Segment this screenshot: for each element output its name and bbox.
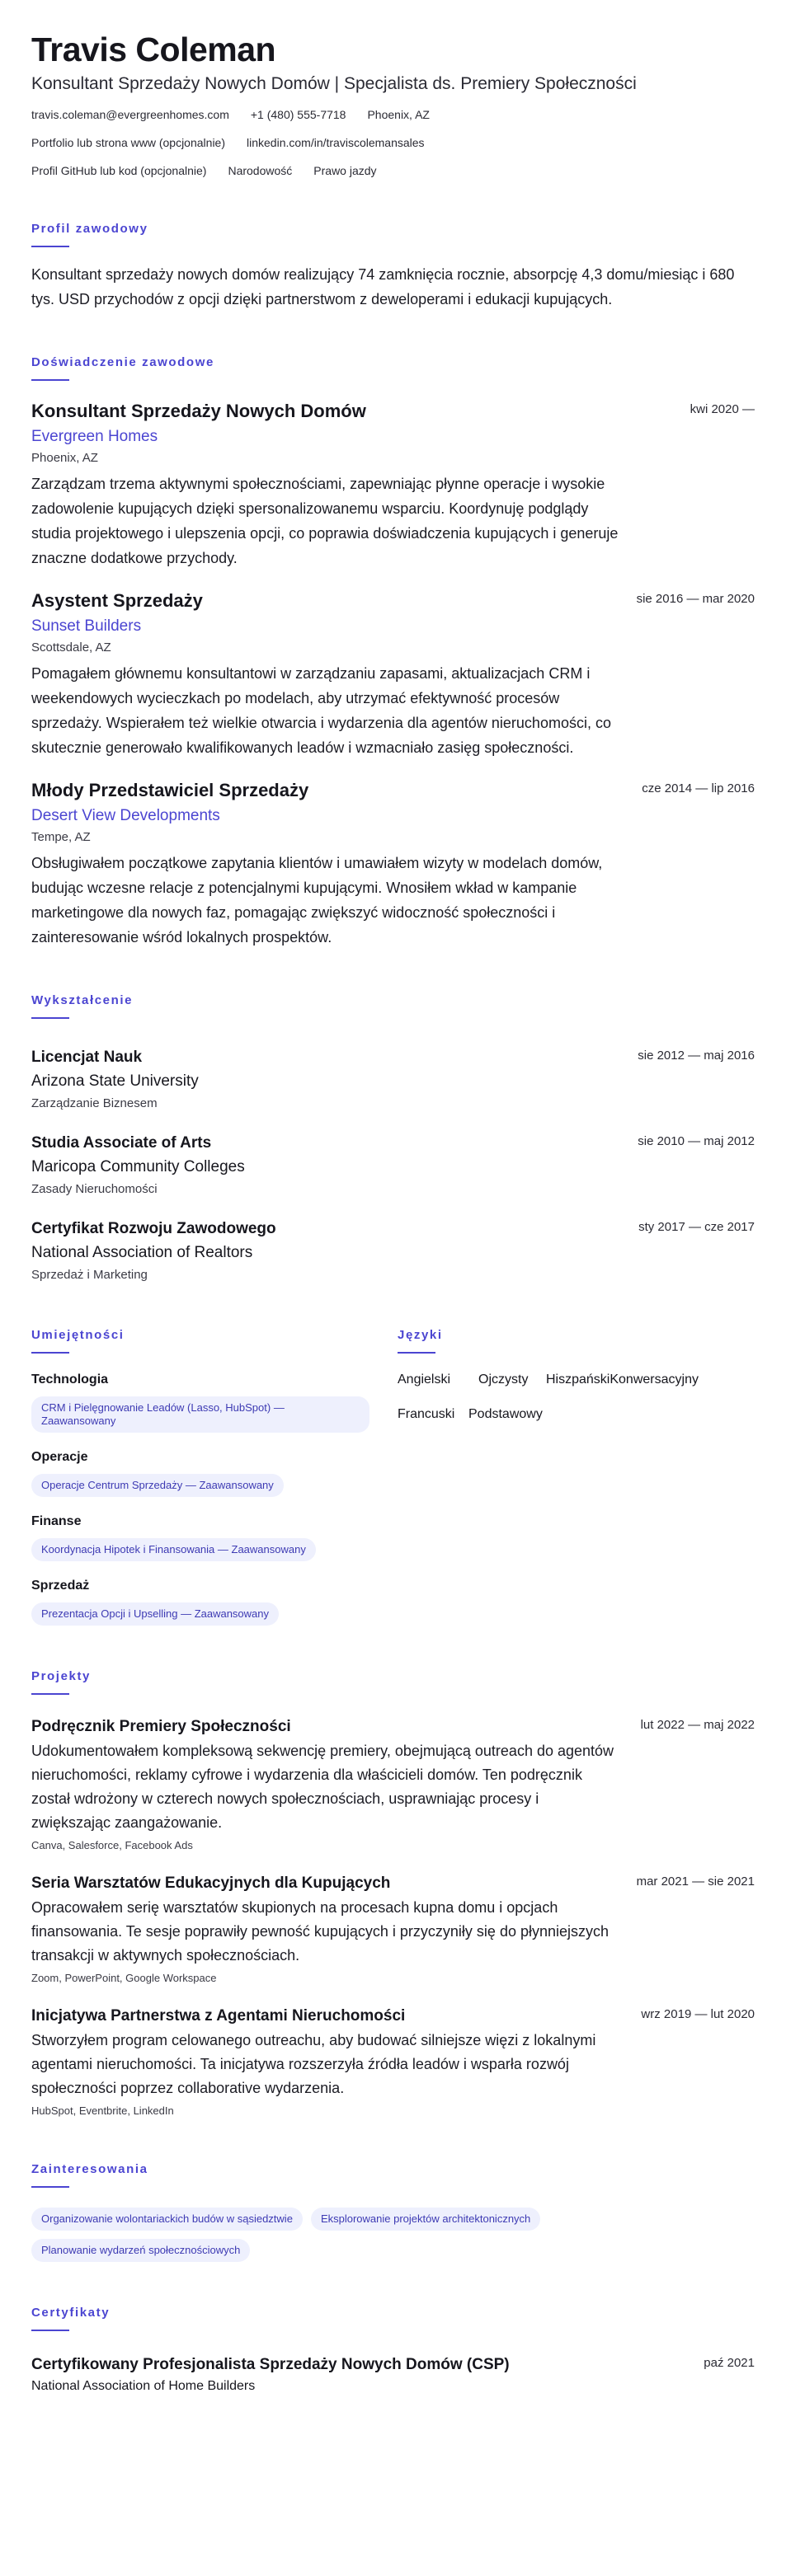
phone-number[interactable]: +1 (480) 555-7718 <box>250 108 346 121</box>
interests-section <box>31 2161 755 2262</box>
section-divider <box>31 379 69 381</box>
projects-section <box>31 1668 755 2119</box>
job-location: Tempe, AZ <box>31 830 91 844</box>
job-company: Evergreen Homes <box>31 428 158 445</box>
language-level: Konwersacyjny <box>610 1372 699 1387</box>
driving-license: Prawo jazdy <box>313 164 377 177</box>
language-row <box>398 1406 755 1423</box>
location: Phoenix, AZ <box>367 108 430 121</box>
skill-category <box>31 1372 398 1433</box>
education-entry <box>31 1218 755 1284</box>
job-title: Młody Przedstawiciel Sprzedaży <box>31 780 309 800</box>
skill-category-name: Finanse <box>31 1514 82 1528</box>
job-entry <box>31 589 755 760</box>
certificate-issuer: National Association of Home Builders <box>31 2379 256 2393</box>
profile-section <box>31 221 755 312</box>
skill-chip: Koordynacja Hipotek i Finansowania — Zaawansowany <box>31 1538 316 1561</box>
profile-summary: Konsultant sprzedaży nowych domów realizujący 74 zamknięcia rocznie, absorpcję 4,3 domu/miesiąc i 680 tys. USD przychodów z opcji dzięki partnerstwom z deweloperami i edukacji kupujących. <box>31 266 735 307</box>
skills-section <box>31 1327 398 1626</box>
skill-category-name: Technologia <box>31 1372 109 1387</box>
project-tools: Zoom, PowerPoint, Google Workspace <box>31 1972 217 1984</box>
headline: Konsultant Sprzedaży Nowych Domów | Specjalista ds. Premiery Społeczności <box>31 74 637 93</box>
project-title: Seria Warsztatów Edukacyjnych dla Kupujących <box>31 1875 391 1892</box>
education-section <box>31 992 755 1284</box>
project-title: Podręcznik Premiery Społeczności <box>31 1718 291 1735</box>
section-title: Profil zawodowy <box>31 222 148 236</box>
language-level: Ojczysty <box>478 1372 529 1387</box>
contact-row-2 <box>31 135 755 150</box>
section-divider <box>31 1352 69 1354</box>
school: Maricopa Community Colleges <box>31 1158 245 1175</box>
education-dates: sie 2010 — maj 2012 <box>638 1134 755 1148</box>
language-name: Angielski <box>398 1372 451 1387</box>
school: Arizona State University <box>31 1072 199 1090</box>
project-entry <box>31 1716 755 1853</box>
skill-category-name: Sprzedaż <box>31 1579 90 1593</box>
experience-section <box>31 354 755 950</box>
project-description: Udokumentowałem kompleksową sekwencję premiery, obejmującą outreach do agentów nieruchomości, reklamy cyfrowe i wydarzenia dla właścicieli domów. Ten podręcznik został wdrożony w czterech nowych społecznościach, usprawniając procesy i zwiększając zaangażowanie. <box>31 1743 614 1831</box>
project-dates: lut 2022 — maj 2022 <box>640 1718 755 1732</box>
job-description: Zarządzam trzema aktywnymi społecznościami, zapewniając płynne operacje i wysokie zadowolenie kupujących dzięki spersonalizowanemu wsparciu. Koordynuję podglądy studia projektowego i ulepszenia opcji, co poprawia doświadczenia kupujących i generuje znaczne dodatkowe przychody. <box>31 476 619 566</box>
project-tools: HubSpot, Eventbrite, LinkedIn <box>31 2104 174 2117</box>
portfolio-link[interactable]: Portfolio lub strona www (opcjonalnie) <box>31 136 225 149</box>
project-entry <box>31 1873 755 1986</box>
project-entry <box>31 2006 755 2119</box>
job-dates: kwi 2020 — <box>690 402 755 416</box>
interest-chip: Organizowanie wolontariackich budów w sąsiedztwie <box>31 2208 303 2231</box>
interest-chips <box>31 2199 755 2262</box>
section-divider <box>31 1693 69 1695</box>
section-title: Certyfikaty <box>31 2306 111 2320</box>
language-level: Podstawowy <box>468 1407 543 1421</box>
job-company: Sunset Builders <box>31 617 142 635</box>
field-of-study: Zasady Nieruchomości <box>31 1182 158 1196</box>
interest-chip: Planowanie wydarzeń społecznościowych <box>31 2239 250 2262</box>
section-divider <box>31 2186 69 2188</box>
section-divider <box>398 1352 435 1354</box>
school: National Association of Realtors <box>31 1244 253 1261</box>
section-title: Wykształcenie <box>31 993 134 1007</box>
project-dates: mar 2021 — sie 2021 <box>636 1875 755 1889</box>
job-location: Phoenix, AZ <box>31 451 98 465</box>
job-title: Konsultant Sprzedaży Nowych Domów <box>31 401 366 421</box>
section-title: Projekty <box>31 1669 91 1683</box>
language-row <box>398 1372 755 1388</box>
section-divider <box>31 2330 69 2331</box>
skill-category <box>31 1449 398 1497</box>
section-title: Języki <box>398 1328 443 1342</box>
education-dates: sty 2017 — cze 2017 <box>638 1220 755 1234</box>
project-title: Inicjatywa Partnerstwa z Agentami Nieruchomości <box>31 2007 406 2025</box>
field-of-study: Zarządzanie Biznesem <box>31 1096 158 1110</box>
job-description: Pomagałem głównemu konsultantowi w zarządzaniu zapasami, aktualizacjach CRM i weekendowych wycieczkach po modelach, aby utrzymać efektywność procesów sprzedaży. Wspierałem też wielkie otwarcia i wydarzenia dla agentów nieruchomości, co skutecznie generowało kwalifikowanych leadów i wzmacniało zasięg społeczności. <box>31 665 611 756</box>
skills-languages-row <box>31 1327 755 1626</box>
skill-category <box>31 1513 398 1561</box>
github-link[interactable]: Profil GitHub lub kod (opcjonalnie) <box>31 164 207 177</box>
certificate-entry <box>31 2354 755 2395</box>
language-name: Hiszpański <box>546 1372 610 1387</box>
field-of-study: Sprzedaż i Marketing <box>31 1268 148 1282</box>
job-entry <box>31 778 755 950</box>
project-tools: Canva, Salesforce, Facebook Ads <box>31 1839 193 1851</box>
nationality: Narodowość <box>228 164 293 177</box>
certificate-name: Certyfikowany Profesjonalista Sprzedaży Nowych Domów (CSP) <box>31 2356 510 2373</box>
job-dates: cze 2014 — lip 2016 <box>642 781 755 795</box>
degree: Certyfikat Rozwoju Zawodowego <box>31 1220 276 1237</box>
job-dates: sie 2016 — mar 2020 <box>636 592 755 606</box>
interest-chip: Eksplorowanie projektów architektonicznych <box>311 2208 540 2231</box>
section-divider <box>31 246 69 247</box>
section-title: Zainteresowania <box>31 2162 148 2176</box>
project-description: Stworzyłem program celowanego outreachu, aby budować silniejsze więzi z lokalnymi agentami nieruchomości. Ta inicjatywa rozszerzyła źródła leadów i wsparła rozwój społeczności poprzez collaborative wydarzenia. <box>31 2032 596 2096</box>
languages-section <box>398 1327 755 1626</box>
job-company: Desert View Developments <box>31 807 220 824</box>
job-description: Obsługiwałem początkowe zapytania klientów i umawiałem wizyty w modelach domów, budując wczesne relacje z potencjalnymi kupującymi. Wnosiłem wkład w kampanie marketingowe dla nowych faz, pomagając zwiększyć widoczność społeczności i zainteresowanie wśród lokalnych prospektów. <box>31 855 603 945</box>
job-location: Scottsdale, AZ <box>31 640 111 655</box>
contact-row-3 <box>31 163 755 178</box>
email-link[interactable]: travis.coleman@evergreenhomes.com <box>31 108 229 121</box>
project-dates: wrz 2019 — lut 2020 <box>641 2007 755 2021</box>
job-entry <box>31 399 755 570</box>
education-entry <box>31 1047 755 1113</box>
section-title: Umiejętności <box>31 1328 125 1342</box>
skill-chip: Prezentacja Opcji i Upselling — Zaawansowany <box>31 1602 279 1626</box>
resume-header <box>31 30 755 178</box>
education-entry <box>31 1133 755 1199</box>
section-title: Doświadczenie zawodowe <box>31 355 214 369</box>
skill-chip: CRM i Pielęgnowanie Leadów (Lasso, HubSpot) — Zaawansowany <box>31 1396 369 1433</box>
language-name: Francuski <box>398 1407 455 1421</box>
skill-category <box>31 1578 398 1626</box>
contact-row-1 <box>31 107 755 122</box>
degree: Studia Associate of Arts <box>31 1134 212 1152</box>
skill-chip: Operacje Centrum Sprzedaży — Zaawansowany <box>31 1474 284 1497</box>
candidate-name: Travis Coleman <box>31 30 276 68</box>
linkedin-link[interactable]: linkedin.com/in/traviscolemansales <box>247 136 425 149</box>
education-dates: sie 2012 — maj 2016 <box>638 1049 755 1063</box>
certificates-section <box>31 2305 755 2395</box>
project-description: Opracowałem serię warsztatów skupionych na procesach kupna domu i opcjach finansowania. Te sesje poprawiły pewność kupujących i przyczyniły się do płynniejszych transakcji w aktywnych społecznościach. <box>31 1899 610 1964</box>
section-divider <box>31 1017 69 1019</box>
degree: Licencjat Nauk <box>31 1049 143 1066</box>
skill-category-name: Operacje <box>31 1450 88 1464</box>
job-title: Asystent Sprzedaży <box>31 590 203 611</box>
certificate-date: paź 2021 <box>704 2356 755 2370</box>
